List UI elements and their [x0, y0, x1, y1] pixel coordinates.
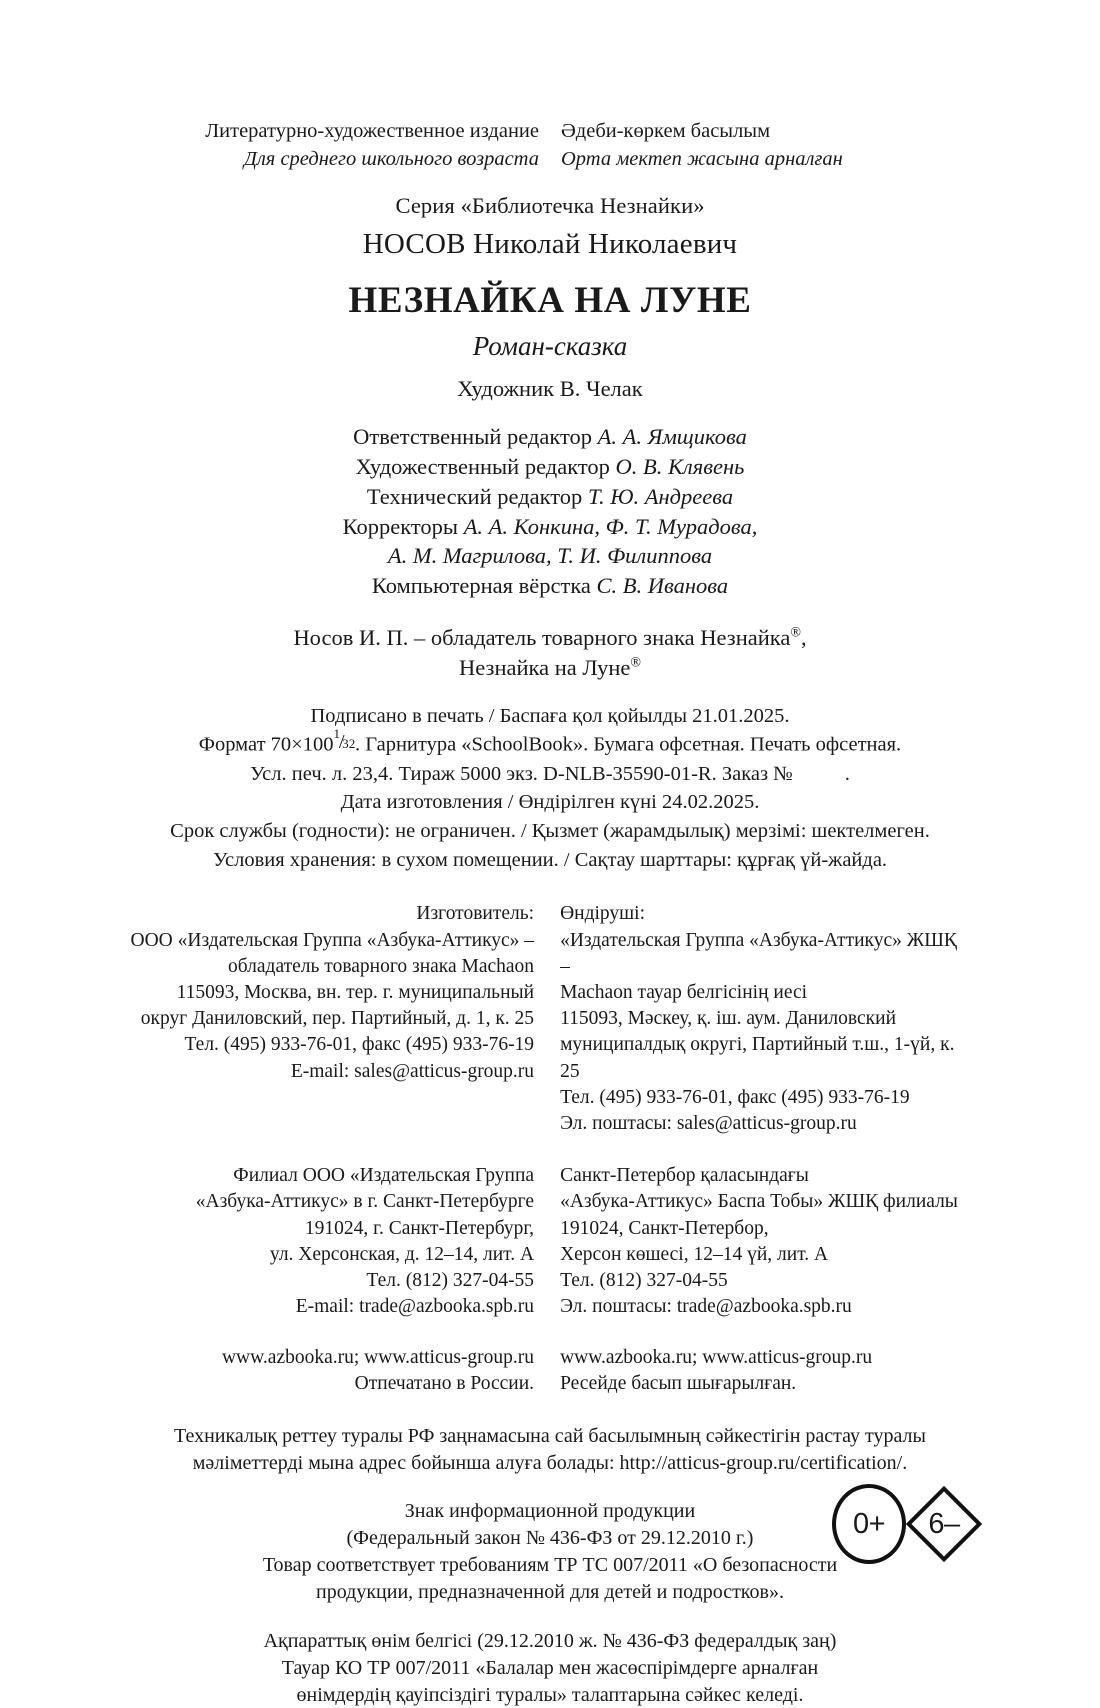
storage-conditions: Условия хранения: в сухом помещении. / Сақтау шарттары: құрғақ үй-жайда.	[212, 848, 888, 871]
branch-name-kz-1: Санкт-Петербор қаласындағы	[560, 1165, 809, 1187]
edition-type-kz: Әдеби-көркем басылым	[561, 120, 771, 142]
website-kazakh	[547, 1345, 970, 1397]
age-rating-0plus-icon	[832, 1484, 906, 1564]
credit-role: Художественный редактор	[355, 453, 616, 479]
age-rating-badges	[832, 1484, 984, 1564]
certification-line-2[interactable]: мәліметтерді мына адрес бойынша алуға болады: http://atticus-group.ru/certification/.	[192, 1451, 908, 1474]
trademark-notice	[130, 623, 970, 682]
credit-name: А. А. Ямщикова	[597, 423, 747, 449]
credit-row	[130, 541, 970, 571]
fraction-denominator: 32	[342, 735, 356, 751]
branch-address-kz-1: 191024, Санкт-Петербор,	[560, 1217, 769, 1239]
website-links-kz[interactable]: www.azbooka.ru; www.atticus-group.ru	[560, 1346, 873, 1368]
edition-header-kazakh	[561, 118, 936, 174]
print-run-line	[130, 760, 970, 789]
edition-audience-ru: Для среднего школьного возраста	[243, 147, 539, 170]
publisher-name-kz: «Издательская Группа «Азбука-Аттикус» ЖШҚ –	[560, 929, 957, 977]
credit-name: А. А. Конкина, Ф. Т. Мурадова,	[463, 513, 758, 539]
info-sign-ru-line-3: Товар соответствует требованиям ТР ТС 007/2011 «О безопасности	[262, 1553, 838, 1576]
publisher-trademark-kz: Machaon тауар белгісінің иесі	[560, 981, 808, 1003]
credit-name: А. М. Магрилова, Т. И. Филиппова	[387, 543, 713, 569]
age-rating-0plus-label: 0+	[852, 1507, 886, 1540]
branch-block	[130, 1163, 970, 1320]
trademark-line-1	[130, 623, 970, 653]
service-life: Срок службы (годности): не ограничен. / Қызмет (жарамдылық) мерзімі: шектелмеген.	[170, 819, 930, 842]
age-rating-6minus-icon	[904, 1484, 984, 1564]
credit-role: Корректоры	[342, 513, 464, 539]
publisher-label-ru: Изготовитель:	[416, 903, 535, 925]
format-prefix: Формат 70×100	[198, 733, 334, 756]
info-sign-section	[130, 1498, 970, 1708]
signed-for-print: Подписано в печать / Баспаға қол қойылды 21.01.2025.	[310, 704, 790, 727]
publisher-address-ru-2: округ Даниловский, пер. Партийный, д. 1, к. 25	[140, 1008, 535, 1030]
printed-in-kz: Ресейде басып шығарылған.	[560, 1372, 797, 1394]
credit-row	[130, 452, 970, 482]
credit-role: Технический редактор	[366, 483, 588, 509]
publisher-phone-ru: Тел. (495) 933-76-01, факс (495) 933-76-19	[184, 1034, 535, 1056]
info-sign-ru-line-2: (Федеральный закон № 436-ФЗ от 29.12.2010 г.)	[346, 1527, 754, 1550]
illustrator-credit: Художник В. Челак	[457, 375, 643, 401]
credit-name: О. В. Клявень	[615, 453, 745, 479]
publisher-block	[130, 901, 970, 1137]
info-sign-kz-line-3: өнімдердің қауіпсіздігі туралы» талаптарына сәйкес келеді.	[296, 1683, 804, 1706]
info-sign-kazakh	[130, 1628, 970, 1708]
trademark-comma: ,	[800, 625, 807, 651]
book-title: НЕЗНАЙКА НА ЛУНЕ	[348, 279, 752, 321]
credit-row	[130, 422, 970, 452]
format-line	[130, 725, 970, 759]
manufacture-date: Дата изготовления / Өндірілген күні 24.02.2025.	[340, 791, 760, 814]
publisher-trademark-ru: обладатель товарного знака Machaon	[227, 955, 535, 977]
publisher-address-ru-1: 115093, Москва, вн. тер. г. муниципальный	[176, 981, 535, 1003]
publisher-email-kz[interactable]: Эл. поштасы: sales@atticus-group.ru	[560, 1113, 857, 1135]
credit-row	[130, 571, 970, 601]
edition-type-ru: Литературно-художественное издание	[205, 120, 539, 142]
website-block	[130, 1345, 970, 1397]
credit-row	[130, 512, 970, 542]
certification-line-1: Техникалық реттеу туралы РФ заңнамасына сай басылымның сәйкестігін растау туралы	[174, 1425, 926, 1447]
publisher-label-kz: Өндіруші:	[560, 903, 646, 925]
branch-address-ru-2: ул. Херсонская, д. 12–14, лит. А	[269, 1243, 535, 1265]
website-russian	[130, 1345, 547, 1397]
credit-row	[130, 482, 970, 512]
branch-russian	[130, 1163, 547, 1320]
branch-name-kz-2: «Азбука-Аттикус» Баспа Тобы» ЖШҚ филиалы	[560, 1191, 958, 1213]
branch-email-ru[interactable]: E-mail: trade@azbooka.spb.ru	[295, 1296, 535, 1318]
format-fraction	[333, 725, 356, 753]
book-subtitle: Роман-сказка	[472, 330, 628, 361]
registered-mark-icon: ®	[790, 625, 801, 641]
branch-kazakh	[547, 1163, 970, 1320]
series-name: Серия «Библиотечка Незнайки»	[395, 192, 705, 218]
credit-role: Компьютерная вёрстка	[371, 573, 597, 599]
branch-phone-kz: Тел. (812) 327-04-55	[560, 1270, 728, 1292]
info-sign-ru-line-4: продукции, предназначенной для детей и подростков».	[316, 1580, 784, 1603]
edition-header-russian	[164, 118, 539, 174]
branch-address-ru-1: 191024, г. Санкт-Петербург,	[304, 1217, 535, 1239]
printed-in-ru: Отпечатано в России.	[354, 1372, 535, 1394]
trademark-line-2	[130, 653, 970, 683]
info-sign-kz-line-1: Ақпараттық өнім белгісі (29.12.2010 ж. № 436-ФЗ федералдық заң)	[263, 1629, 837, 1652]
info-sign-ru-line-1: Знак информационной продукции	[404, 1500, 696, 1523]
publisher-kazakh	[547, 901, 970, 1137]
edition-header	[130, 118, 970, 174]
edition-audience-kz: Орта мектеп жасына арналған	[561, 147, 843, 170]
editorial-credits	[130, 422, 970, 602]
order-period: .	[844, 762, 850, 785]
website-links-ru[interactable]: www.azbooka.ru; www.atticus-group.ru	[221, 1346, 535, 1368]
format-suffix: . Гарнитура «SchoolBook». Бумага офсетная. Печать офсетная.	[355, 733, 902, 756]
branch-name-ru-1: Филиал ООО «Издательская Группа	[233, 1165, 535, 1187]
trademark-text: Носов И. П. – обладатель товарного знака Незнайка	[293, 625, 791, 651]
branch-phone-ru: Тел. (812) 327-04-55	[366, 1270, 535, 1292]
publisher-address-kz-1: 115093, Мәскеу, қ. іш. аум. Даниловский	[560, 1008, 896, 1030]
publisher-name-ru: ООО «Издательская Группа «Азбука-Аттикус» –	[130, 929, 535, 951]
publisher-address-kz-2: муниципалдық округі, Партийный т.ш., 1-үй, к. 25	[560, 1034, 955, 1082]
credit-name: Т. Ю. Андреева	[587, 483, 734, 509]
fraction-slash: /	[338, 730, 345, 753]
registered-mark-icon: ®	[630, 655, 641, 671]
trademark-title: Незнайка на Луне	[459, 654, 631, 680]
author-name: НОСОВ Николай Николаевич	[362, 227, 738, 260]
fraction-numerator: 1	[333, 725, 341, 741]
branch-name-ru-2: «Азбука-Аттикус» в г. Санкт-Петербурге	[195, 1191, 535, 1213]
print-run-text: Усл. печ. л. 23,4. Тираж 5000 экз. D-NLB-35590-01-R. Заказ №	[250, 762, 793, 785]
publisher-phone-kz: Тел. (495) 933-76-01, факс (495) 933-76-19	[560, 1086, 910, 1108]
branch-address-kz-2: Херсон көшесі, 12–14 үй, лит. А	[560, 1243, 829, 1265]
credit-name: С. В. Иванова	[596, 573, 729, 599]
branch-email-kz[interactable]: Эл. поштасы: trade@azbooka.spb.ru	[560, 1296, 852, 1318]
info-sign-kz-line-2: Тауар КО ТР 007/2011 «Балалар мен жасөспірімдерге арналған	[281, 1656, 819, 1679]
imprint-block	[130, 702, 970, 875]
certification-notice	[130, 1423, 970, 1476]
publisher-email-ru[interactable]: E-mail: sales@atticus-group.ru	[290, 1060, 535, 1082]
age-rating-6minus-label: 6–	[928, 1507, 960, 1540]
credit-role: Ответственный редактор	[353, 423, 598, 449]
publisher-russian	[130, 901, 547, 1137]
